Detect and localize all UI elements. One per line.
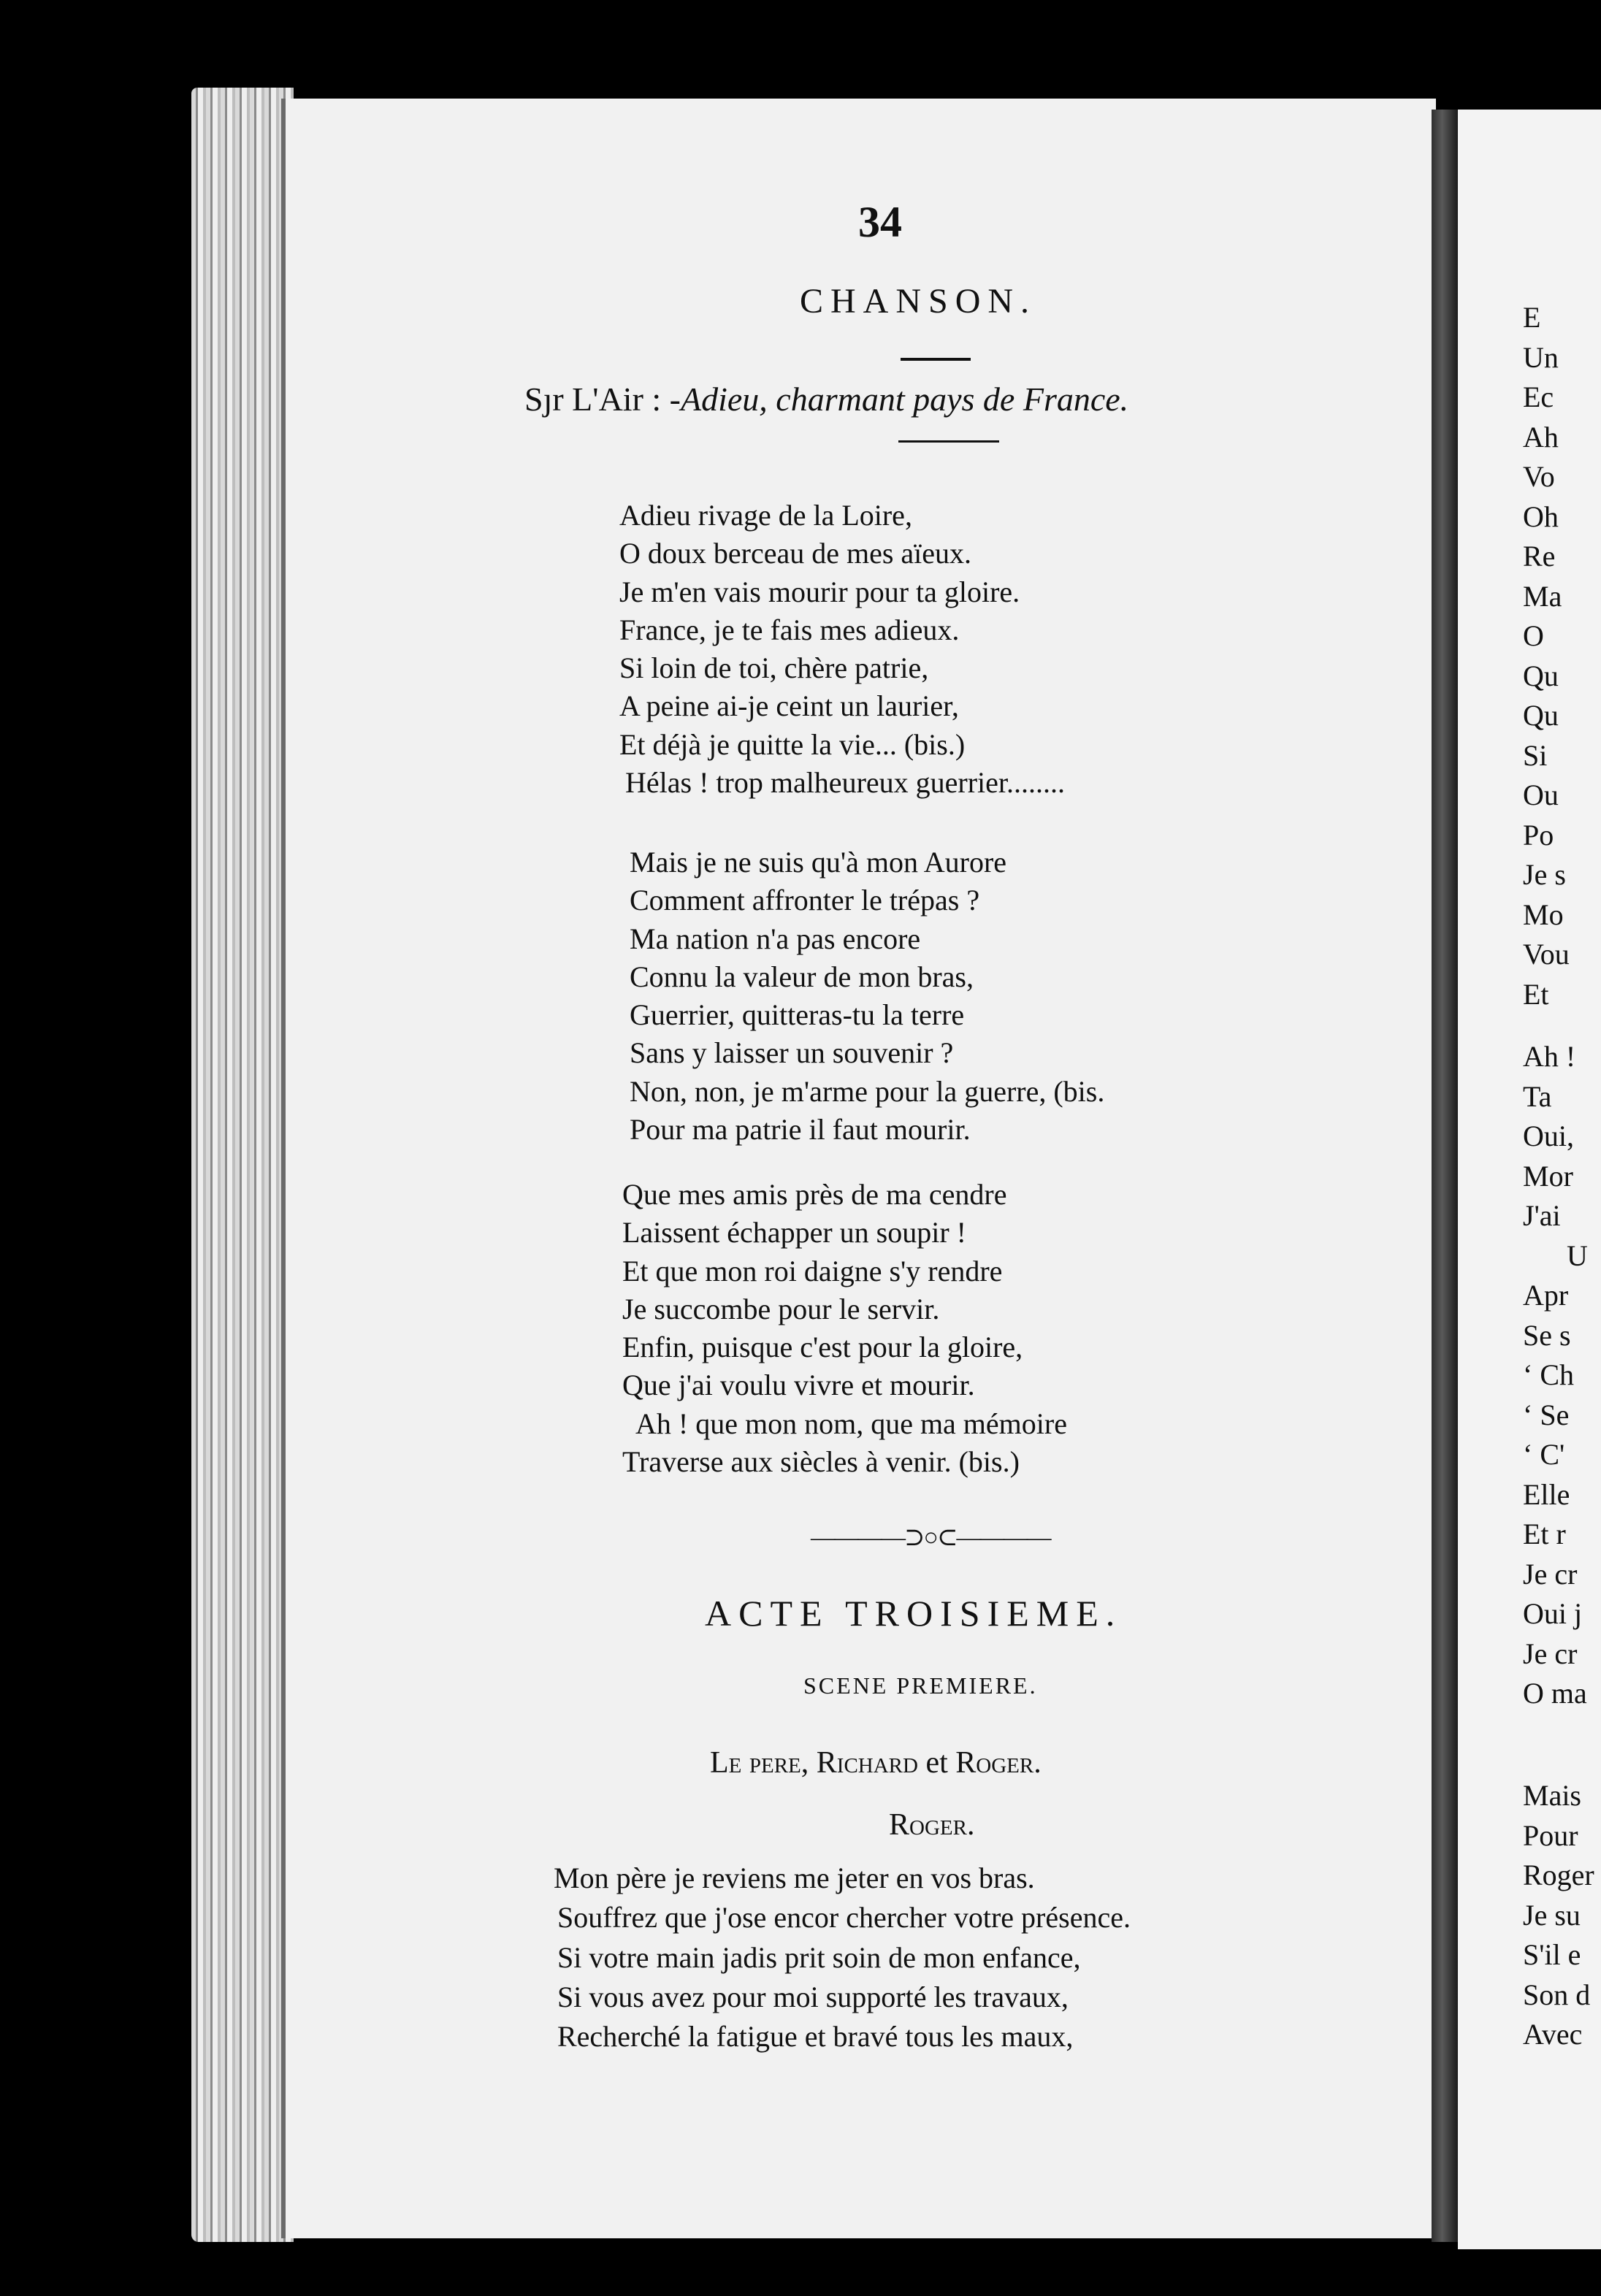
page-number: 34 — [858, 198, 902, 246]
verse-3 — [622, 1176, 1067, 1481]
verse-line: Comment affronter le trépas ? — [630, 884, 980, 917]
right-page-fragment: Oh — [1523, 500, 1559, 533]
right-page-fragment: Qu — [1523, 659, 1559, 692]
character-conjunction: et — [925, 1746, 948, 1780]
fleuron-ornament: ————⊃○⊂———— — [811, 1524, 1050, 1551]
right-page-fragment: Oui, — [1523, 1120, 1574, 1152]
verse-line: Si loin de toi, chère patrie, — [619, 651, 929, 685]
verse-line: Et déjà je quitte la vie... (bis.) — [619, 727, 966, 761]
right-page-block-1 — [1523, 298, 1570, 1014]
verse-line: Ma nation n'a pas encore — [630, 922, 921, 955]
right-page-fragment: Je su — [1523, 1898, 1581, 1932]
verse-line: Non, non, je m'arme pour la guerre, (bis. — [630, 1074, 1105, 1108]
verse-line: Hélas ! trop malheureux guerrier........ — [625, 766, 1066, 800]
right-page-fragment: Vou — [1523, 938, 1570, 971]
right-page-fragment: Re — [1523, 540, 1556, 573]
right-page-fragment: Si — [1523, 738, 1548, 772]
right-page-fragment: S'il e — [1523, 1938, 1581, 1971]
dialogue-block — [554, 1859, 1131, 2056]
right-page-fragment: Qu — [1523, 699, 1559, 732]
verse-line: Je m'en vais mourir pour ta gloire. — [619, 575, 1020, 608]
right-page-fragment: Roger — [1523, 1859, 1594, 1891]
verse-line: Sans y laisser un souvenir ? — [630, 1036, 954, 1070]
dialogue-line: Si votre main jadis prit soin de mon enfance, — [557, 1940, 1081, 1974]
verse-line: Et que mon roi daigne s'y rendre — [622, 1254, 1003, 1287]
character-pere: Le pere, — [710, 1746, 809, 1780]
dialogue-line: Mon père je reviens me jeter en vos bras. — [554, 1861, 1035, 1894]
right-page-fragment: Et r — [1523, 1518, 1566, 1550]
dialogue-line: Si vous avez pour moi supporté les travaux, — [557, 1980, 1069, 2013]
air-rule — [898, 440, 999, 443]
right-page-fragment: Ta — [1523, 1079, 1552, 1113]
song-title: CHANSON. — [800, 282, 1037, 321]
verse-line: Ah ! que mon nom, que ma mémoire — [635, 1407, 1067, 1440]
verse-line: France, je te fais mes adieux. — [619, 613, 960, 646]
verse-line: Adieu rivage de la Loire, — [619, 499, 912, 532]
verse-line: Que mes amis près de ma cendre — [622, 1178, 1007, 1211]
verse-line: Laissent échapper un soupir ! — [622, 1216, 966, 1250]
air-line — [524, 380, 1128, 418]
verse-2 — [630, 843, 1104, 1149]
character-roger: Roger. — [955, 1746, 1042, 1780]
right-page-fragment: Un — [1523, 340, 1559, 374]
right-page-fragment: ‘ Se — [1523, 1398, 1570, 1431]
right-page-fragment: Son d — [1523, 1978, 1591, 2011]
right-page-fragment: Ec — [1523, 380, 1554, 413]
verse-line: Enfin, puisque c'est pour la gloire, — [622, 1331, 1023, 1364]
right-page-fragment: U — [1567, 1239, 1588, 1272]
right-page-fragment: Elle — [1523, 1477, 1570, 1511]
verse-line: O doux berceau de mes aïeux. — [619, 537, 972, 570]
right-page-fragment: Se s — [1523, 1318, 1571, 1352]
verse-line: Guerrier, quitteras-tu la terre — [630, 998, 965, 1032]
air-label: Sȷr L'Air : - — [524, 380, 681, 418]
page-edges — [191, 88, 294, 2242]
book-gutter — [1432, 110, 1458, 2242]
act-title: ACTE TROISIEME. — [705, 1593, 1123, 1634]
right-page-fragment: Ma — [1523, 579, 1562, 613]
character-richard: Richard — [816, 1746, 918, 1780]
right-page-fragment: Mor — [1523, 1159, 1573, 1193]
dialogue-line: Souffrez que j'ose encor chercher votre présence. — [557, 1901, 1131, 1935]
right-page-fragment: ‘ Ch — [1523, 1358, 1574, 1391]
verse-line: Connu la valeur de mon bras, — [630, 960, 974, 993]
right-page-fragment: Ah ! — [1523, 1040, 1576, 1073]
right-page-fragment: Pour — [1523, 1818, 1578, 1852]
right-page-fragment: Vo — [1523, 460, 1555, 493]
right-page-fragment: Mo — [1523, 898, 1564, 931]
verse-line: Traverse aux siècles à venir. (bis.) — [622, 1445, 1020, 1479]
right-page-fragment: Mais — [1523, 1779, 1581, 1812]
right-page-fragment: Je cr — [1523, 1557, 1578, 1591]
right-page-fragment: E — [1523, 301, 1541, 334]
right-page-fragment: Apr — [1523, 1279, 1569, 1312]
air-name: Adieu, charmant pays de France. — [681, 380, 1129, 418]
dialogue-line: Recherché la fatigue et bravé tous les maux, — [557, 2020, 1074, 2054]
right-page-fragment: Po — [1523, 818, 1554, 852]
scene-title: SCENE PREMIERE. — [803, 1672, 1038, 1699]
right-page-fragment: Ah — [1523, 420, 1559, 454]
title-rule — [901, 358, 971, 361]
right-page-fragment: Avec — [1523, 2018, 1583, 2051]
verse-line: A peine ai-je ceint un laurier, — [619, 689, 959, 723]
verse-line: Pour ma patrie il faut mourir. — [630, 1113, 971, 1147]
character-list — [710, 1745, 1042, 1780]
right-page-fragment: J'ai — [1523, 1199, 1561, 1232]
verse-line: Que j'ai voulu vivre et mourir. — [622, 1369, 975, 1402]
right-page-fragment: O — [1523, 619, 1544, 652]
speaker-name: Roger. — [889, 1808, 975, 1842]
right-page-block-3 — [1523, 1776, 1594, 2055]
right-page-fragment: Ou — [1523, 778, 1559, 811]
verse-line: Je succombe pour le servir. — [622, 1292, 940, 1325]
verse-1 — [619, 497, 1065, 802]
verse-line: Mais je ne suis qu'à mon Aurore — [630, 846, 1007, 879]
right-page-fragment: Et — [1523, 977, 1549, 1011]
right-page-fragment: Je s — [1523, 858, 1566, 891]
right-page-fragment: Oui j — [1523, 1597, 1583, 1630]
right-page-fragment: ‘ C' — [1523, 1438, 1565, 1471]
right-page-block-2 — [1523, 1037, 1588, 1714]
right-page-fragment: O ma — [1523, 1677, 1587, 1710]
right-page-fragment: Je cr — [1523, 1637, 1578, 1670]
